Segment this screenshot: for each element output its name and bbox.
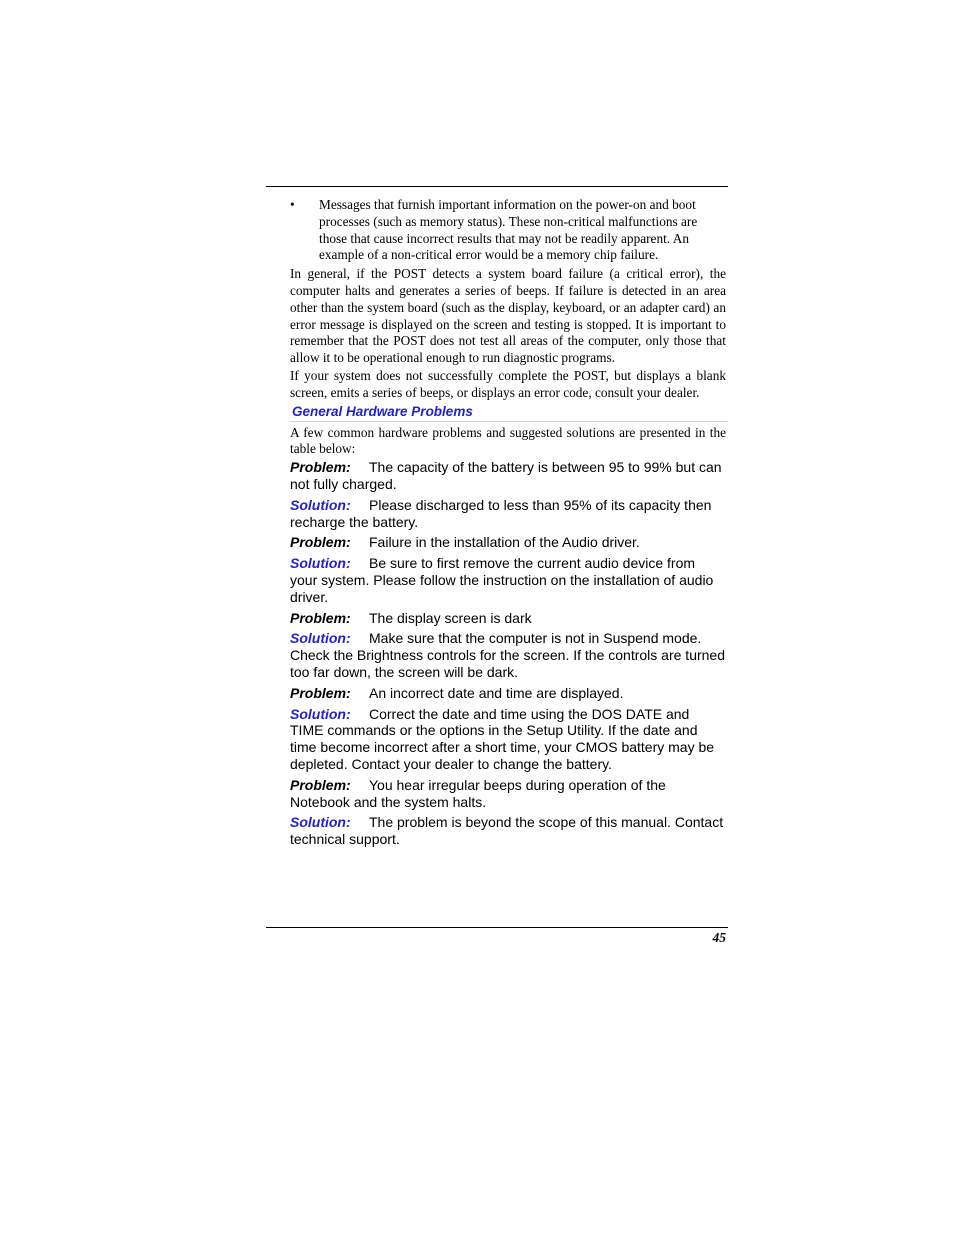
solution-row: [290, 497, 726, 531]
page-number: 45: [712, 930, 726, 945]
solution-row: [290, 706, 726, 773]
problem-row: [290, 534, 726, 551]
solution-row: [290, 630, 726, 680]
section-heading: General Hardware Problems: [292, 403, 473, 419]
problem-label: Problem:: [290, 459, 351, 476]
paragraph-consult-dealer: If your system does not successfully complete the POST, but displays a blank screen, emits a series of beeps, or displays an error code, consult your dealer.: [290, 367, 726, 400]
problem-row: [290, 777, 726, 811]
bullet-text: Messages that furnish important information on the power-on and boot processes (such as memory status). These non-critical malfunctions are those that cause incorrect results that may not be readily apparent. An example of a non-critical error would be a memory chip failure.: [319, 197, 698, 263]
problem-label: Problem:: [290, 684, 351, 701]
bullet-icon: •: [290, 197, 295, 212]
solution-text: Correct the date and time using the DOS DATE and TIME commands or the options in the Setup Utility. If the date and time become incorrect after a short time, your CMOS battery may be depleted. Contact your dealer to change the battery.: [290, 705, 715, 772]
problem-text: The capacity of the battery is between 95 to 99% but can not fully charged.: [290, 459, 722, 492]
problem-row: [290, 685, 726, 702]
solution-label: Solution:: [290, 814, 351, 831]
problem-row: [290, 610, 726, 627]
footer-rule: [266, 927, 728, 928]
solution-label: Solution:: [290, 555, 351, 572]
solution-text: The problem is beyond the scope of this manual. Contact technical support.: [290, 814, 724, 848]
solution-row: [290, 814, 726, 848]
page-content: [290, 197, 726, 852]
solution-label: Solution:: [290, 630, 351, 647]
problem-text: Failure in the installation of the Audio driver.: [369, 534, 640, 551]
problem-label: Problem:: [290, 534, 351, 551]
problem-text: An incorrect date and time are displayed.: [369, 684, 624, 701]
problem-label: Problem:: [290, 609, 351, 626]
paragraph-post-failure: In general, if the POST detects a system board failure (a critical error), the computer halts and generates a series of beeps. If failure is detected in an area other than the system board (such as the display, keyboard, or an adapter card) an error message is displayed on the screen and testing is stopped. It is important to remember that the POST does not test all areas of the computer, only those that allow it to be operational enough to run diagnostic programs.: [290, 266, 726, 366]
problem-label: Problem:: [290, 776, 351, 793]
problem-row: [290, 459, 726, 493]
solution-label: Solution:: [290, 496, 351, 513]
solution-text: Please discharged to less than 95% of its capacity then recharge the battery.: [290, 496, 712, 530]
solution-text: Be sure to first remove the current audio device from your system. Please follow the instruction on the installation of audio driver.: [290, 555, 714, 605]
solution-label: Solution:: [290, 705, 351, 722]
problem-text: The display screen is dark: [369, 609, 532, 626]
solution-row: [290, 555, 726, 605]
section-intro: A few common hardware problems and suggested solutions are presented in the table below:: [290, 424, 726, 457]
bullet-item: [290, 197, 717, 264]
solution-text: Make sure that the computer is not in Suspend mode. Check the Brightness controls for the screen. If the controls are turned too far down, the screen will be dark.: [290, 630, 725, 680]
header-rule: [266, 186, 728, 187]
heading-rule: [290, 421, 728, 422]
problem-text: You hear irregular beeps during operation of the Notebook and the system halts.: [290, 776, 666, 810]
